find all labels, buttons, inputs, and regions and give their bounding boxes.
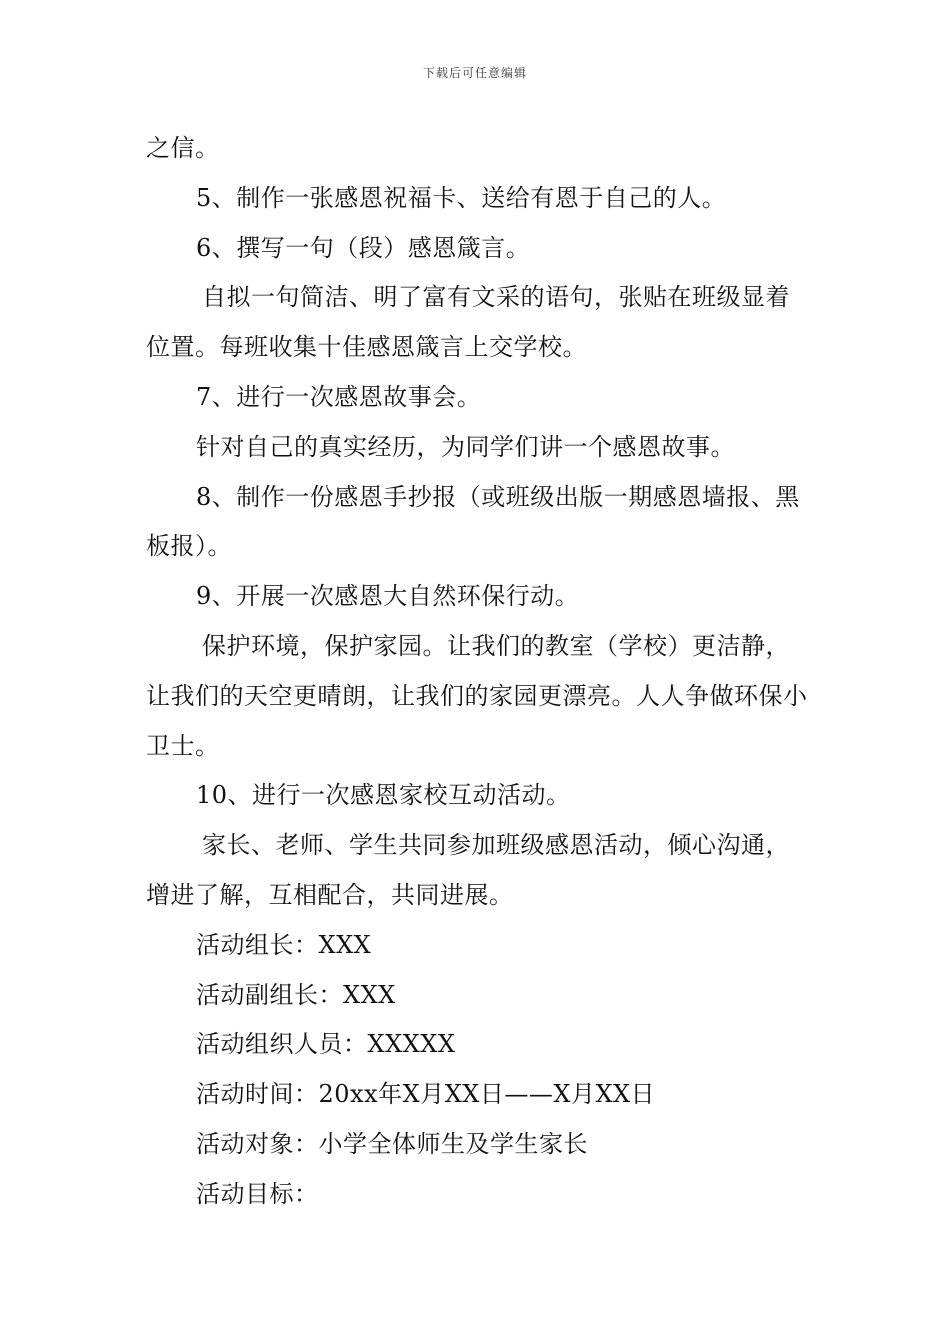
paragraph-13: 活动组织人员：XXXXX — [196, 1030, 456, 1059]
paragraph-9: 10、进行一次感恩家校互动活动。 — [196, 781, 571, 810]
page-header-note: 下载后可任意编辑 — [422, 66, 527, 80]
document-body — [146, 124, 810, 1220]
paragraph-5: 针对自己的真实经历，为同学们讲一个感恩故事。 — [196, 432, 735, 461]
paragraph-2: 6、撰写一句（段）感恩箴言。 — [196, 233, 531, 262]
paragraph-4: 7、进行一次感恩故事会。 — [196, 382, 482, 411]
paragraph-16: 活动目标： — [196, 1179, 319, 1208]
paragraph-6: 8、制作一份感恩手抄报（或班级出版一期感恩墙报、黑板报）。 — [146, 482, 800, 561]
paragraph-7: 9、开展一次感恩大自然环保行动。 — [196, 582, 580, 611]
paragraph-15: 活动对象：小学全体师生及学生家长 — [196, 1129, 588, 1158]
paragraph-8: 保护环境，保护家园。让我们的教室（学校）更洁静，让我们的天空更晴朗，让我们的家园更漂亮。人人争做环保小卫士。 — [146, 631, 808, 760]
paragraph-3: 自拟一句简洁、明了富有文采的语句，张贴在班级显着位置。每班收集十佳感恩箴言上交学校。 — [146, 283, 790, 362]
paragraph-0: 之信。 — [146, 134, 220, 162]
paragraph-1: 5、制作一张感恩祝福卡、送给有恩于自己的人。 — [196, 183, 727, 212]
paragraph-12: 活动副组长：XXX — [196, 980, 396, 1009]
paragraph-14: 活动时间：20xx年X月XX日——X月XX日 — [196, 1080, 656, 1109]
paragraph-10: 家长、老师、学生共同参加班级感恩活动，倾心沟通，增进了解，互相配合，共同进展。 — [146, 831, 790, 909]
paragraph-11: 活动组长：XXX — [196, 930, 372, 959]
